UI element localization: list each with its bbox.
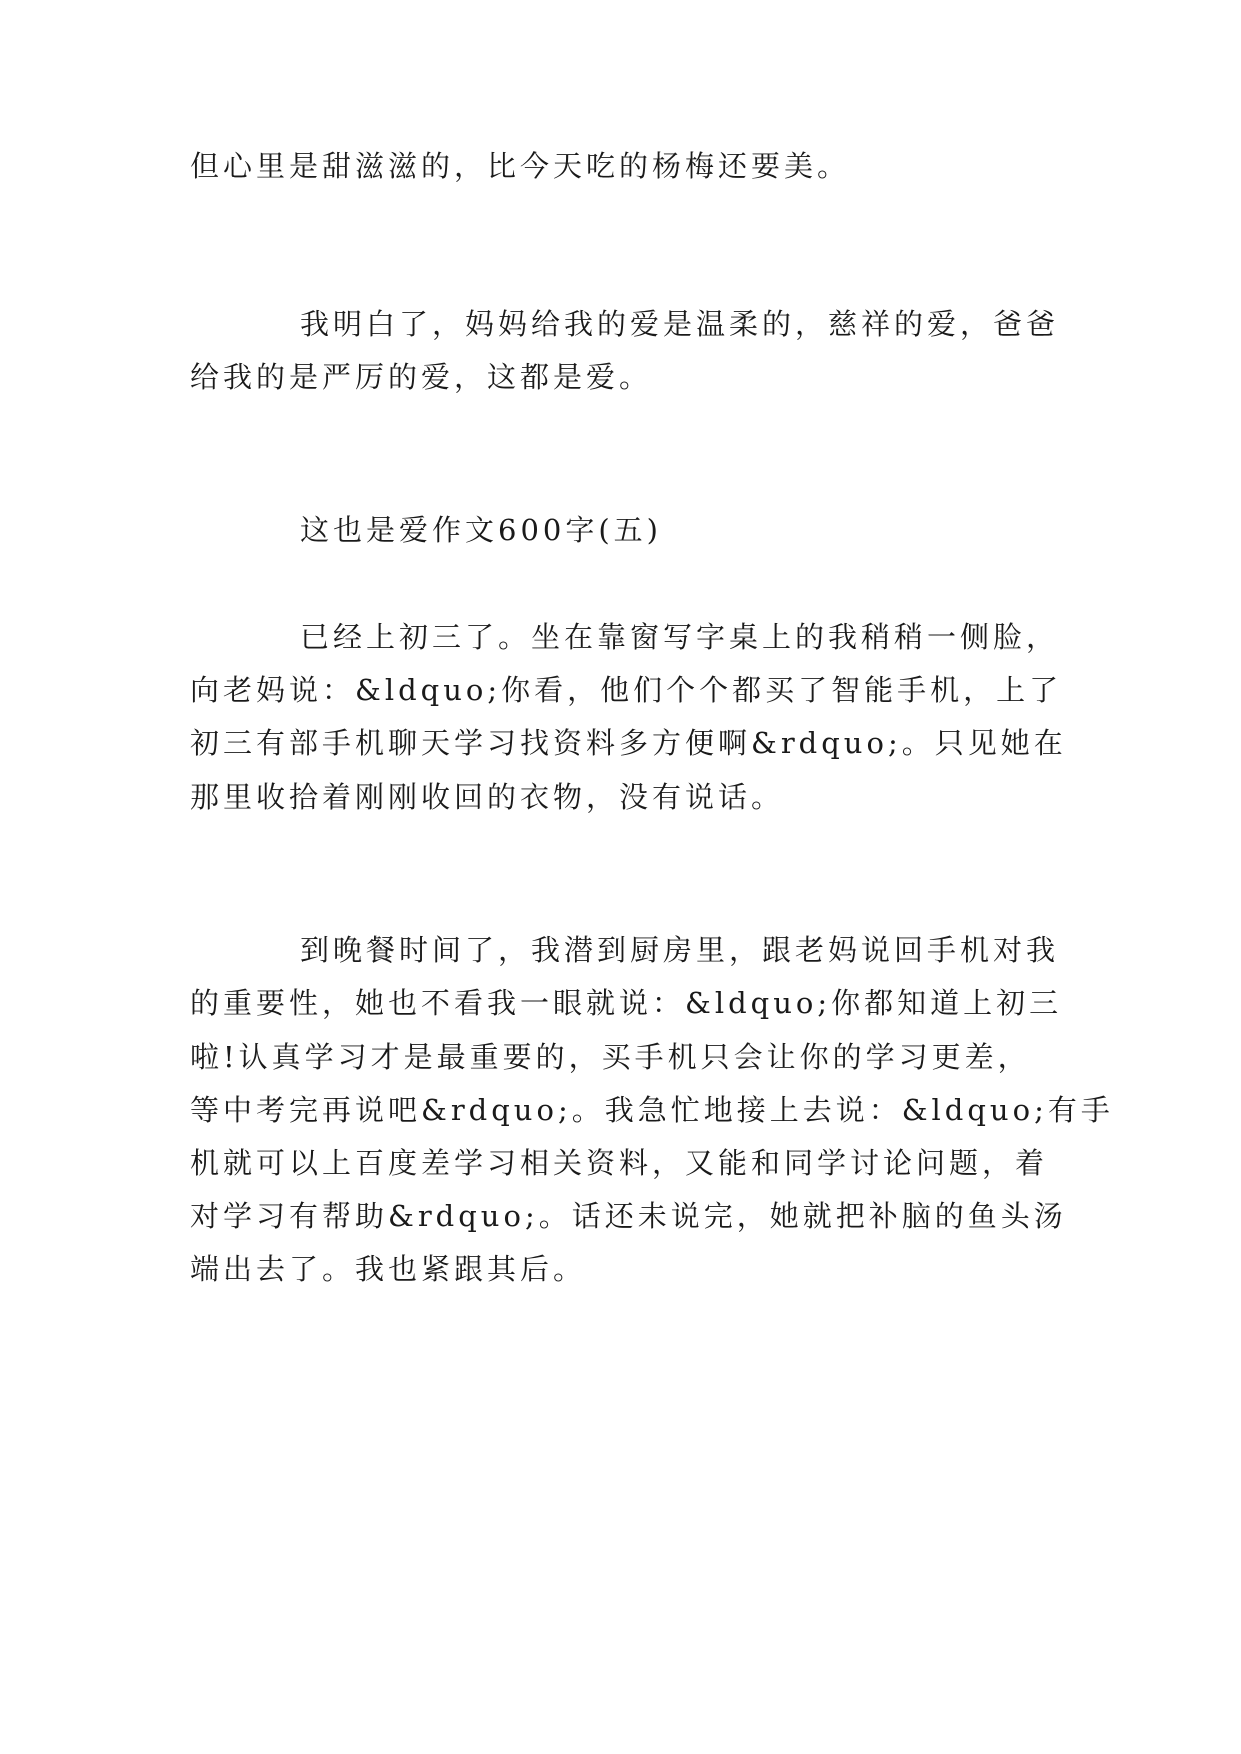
- paragraph-line: 的重要性，她也不看我一眼就说：&ldquo;你都知道上初三: [190, 986, 1063, 1020]
- paragraph-line: 对学习有帮助&rdquo;。话还未说完，她就把补脑的鱼头汤: [190, 1199, 1067, 1233]
- paragraph-line: 等中考完再说吧&rdquo;。我急忙地接上去说：&ldquo;有手: [190, 1093, 1114, 1127]
- paragraph-line: 那里收拾着刚刚收回的衣物，没有说话。: [190, 780, 785, 814]
- paragraph-line: 机就可以上百度差学习相关资料，又能和同学讨论问题，着: [190, 1146, 1049, 1180]
- paragraph-line: 向老妈说：&ldquo;你看，他们个个都买了智能手机，上了: [190, 673, 1063, 707]
- paragraph-line: 已经上初三了。坐在靠窗写字桌上的我稍稍一侧脸，: [300, 620, 1060, 654]
- paragraph-line: 啦!认真学习才是最重要的，买手机只会让你的学习更差，: [190, 1040, 1031, 1074]
- paragraph-line: 给我的是严厉的爱，这都是爱。: [190, 360, 653, 394]
- section-heading: 这也是爱作文600字(五): [300, 513, 662, 547]
- paragraph-line: 端出去了。我也紧跟其后。: [190, 1252, 587, 1286]
- paragraph-line: 初三有部手机聊天学习找资料多方便啊&rdquo;。只见她在: [190, 726, 1067, 760]
- paragraph-line: 到晚餐时间了，我潜到厨房里，跟老妈说回手机对我: [300, 933, 1060, 967]
- paragraph-line: 我明白了，妈妈给我的爱是温柔的，慈祥的爱，爸爸: [300, 307, 1060, 341]
- paragraph-line: 但心里是甜滋滋的，比今天吃的杨梅还要美。: [190, 149, 851, 183]
